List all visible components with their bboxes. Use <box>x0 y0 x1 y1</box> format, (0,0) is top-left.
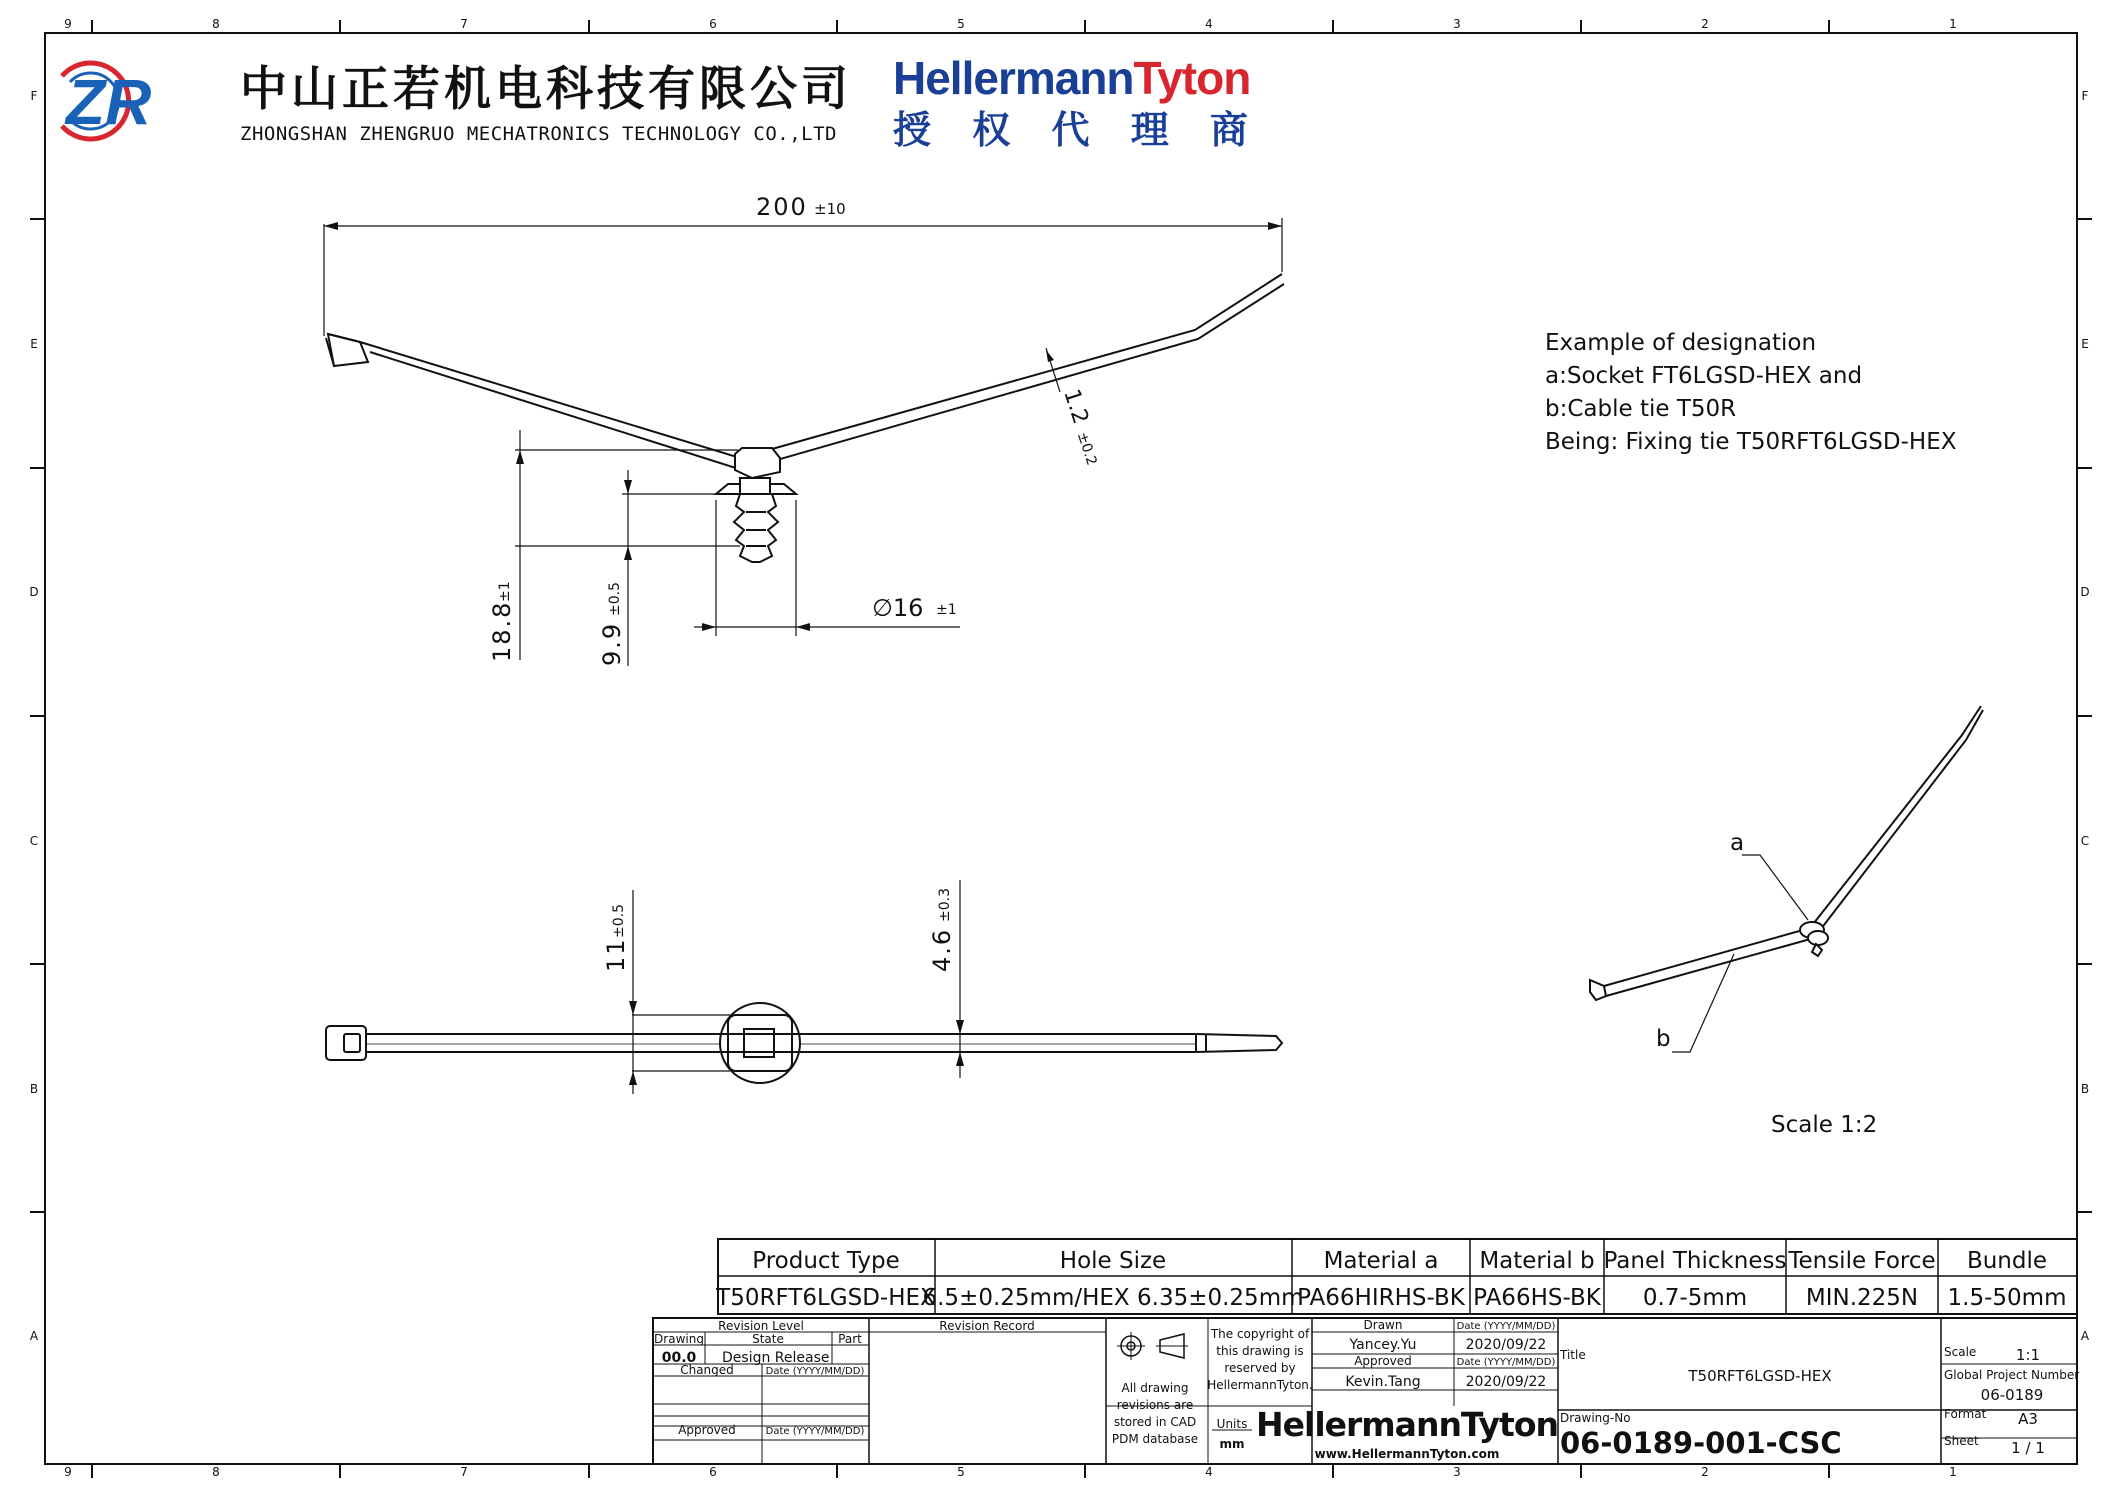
designation-line: Being: Fixing tie T50RFT6LGSD-HEX <box>1545 429 1957 455</box>
tb-website: www.HellermannTyton.com <box>1314 1447 1500 1461</box>
tb-sheet-value: 1 / 1 <box>2011 1439 2045 1457</box>
brand-logo <box>893 52 1250 104</box>
tb-copyright: HellermannTyton. <box>1207 1378 1313 1392</box>
col-label: 1 <box>1949 1465 1957 1479</box>
title-block <box>653 1318 2079 1464</box>
iso-leader-a <box>1730 830 1808 920</box>
tb-revision-record: Revision Record <box>939 1319 1035 1333</box>
col-label: 3 <box>1453 17 1461 31</box>
dimension-11 <box>602 890 730 1094</box>
dim-height-total-tol: ±1 <box>497 581 513 602</box>
designation-line: Example of designation <box>1545 330 1817 356</box>
iso-scale: Scale 1:2 <box>1771 1112 1878 1138</box>
tb-units-value: mm <box>1219 1437 1245 1451</box>
front-view <box>326 274 1284 562</box>
row-label: D <box>29 585 39 599</box>
tb-pdm: stored in CAD <box>1113 1415 1197 1429</box>
dim-height-stem-value: 9.9 <box>598 621 626 666</box>
tb-units-label: Units <box>1216 1417 1248 1431</box>
col-label: 5 <box>957 1465 965 1479</box>
col-label: 9 <box>64 1465 72 1479</box>
row-label: E <box>2081 337 2089 351</box>
row-label: B <box>29 1082 39 1096</box>
dim-width-head-tol: ±0.5 <box>611 904 627 938</box>
spec-value: T50RFT6LGSD-HEX <box>716 1285 936 1311</box>
tb-copyright: this drawing is <box>1216 1344 1304 1358</box>
spec-table <box>715 1239 2077 1314</box>
dim-thickness-tol: ±0.2 <box>1073 430 1100 468</box>
spec-header: Panel Thickness <box>1603 1248 1787 1274</box>
tb-drawn-label: Drawn <box>1363 1318 1403 1332</box>
dim-diameter-tol: ±1 <box>936 602 957 618</box>
tb-date-format: Date (YYYY/MM/DD) <box>1456 1357 1556 1368</box>
spec-header: Material a <box>1323 1248 1439 1274</box>
tb-pdm: revisions are <box>1116 1398 1194 1412</box>
tb-approved-label: Approved <box>678 1423 736 1437</box>
designation-note <box>1545 330 1957 455</box>
row-label: E <box>30 337 38 351</box>
dim-width-head-value: 11 <box>602 937 630 972</box>
spec-value: MIN.225N <box>1805 1285 1919 1311</box>
tb-pdm: PDM database <box>1111 1432 1199 1446</box>
tb-revision-level: Revision Level <box>718 1319 804 1333</box>
dim-length-value: 200 <box>756 193 808 221</box>
callout-b: b <box>1656 1026 1671 1052</box>
dim-diameter-value: ∅16 <box>872 594 924 622</box>
zr-logo-text: ZR <box>66 66 152 138</box>
row-label: F <box>30 89 38 103</box>
col-label: 2 <box>1701 17 1709 31</box>
tb-state-value: Design Release <box>722 1350 830 1366</box>
row-label: C <box>2080 834 2090 848</box>
dim-length-tol: ±10 <box>814 200 846 218</box>
tb-scale-value: 1:1 <box>2015 1346 2041 1364</box>
dimension-4-6 <box>928 880 964 1078</box>
dimension-200 <box>324 193 1282 336</box>
tb-brand-logo: HellermannTyton <box>1256 1405 1558 1444</box>
tb-state-label: State <box>752 1332 784 1346</box>
tb-date-format: Date (YYYY/MM/DD) <box>1456 1321 1556 1332</box>
col-label: 8 <box>212 17 220 31</box>
tb-approved-by: Kevin.Tang <box>1345 1374 1421 1390</box>
row-label: A <box>2080 1329 2090 1343</box>
row-label: D <box>2080 585 2090 599</box>
tb-changed-label: Changed <box>680 1363 734 1377</box>
spec-value: 1.5-50mm <box>1947 1285 2067 1311</box>
spec-header: Tensile Force <box>1788 1248 1936 1274</box>
tb-gpn-label: Global Project Number <box>1944 1368 2080 1382</box>
tb-title-value: T50RFT6LGSD-HEX <box>1688 1367 1832 1385</box>
tb-sheet-label: Sheet <box>1944 1434 1979 1448</box>
col-label: 4 <box>1205 17 1213 31</box>
tb-drawn-by: Yancey.Yu <box>1349 1337 1417 1353</box>
dimension-9-9 <box>598 470 738 666</box>
dim-thickness-value: 1.2 <box>1058 386 1093 428</box>
tb-approved-date: 2020/09/22 <box>1465 1374 1547 1390</box>
dimension-16 <box>694 500 960 636</box>
tb-drawing-label: Drawing <box>654 1332 704 1346</box>
spec-header: Material b <box>1479 1248 1595 1274</box>
col-label: 7 <box>460 17 468 31</box>
spec-value: PA66HS-BK <box>1473 1285 1601 1311</box>
col-label: 8 <box>212 1465 220 1479</box>
tb-format-label: Format <box>1944 1407 1987 1421</box>
spec-header: Bundle <box>1966 1248 2048 1274</box>
tb-scale-label: Scale <box>1944 1345 1977 1359</box>
designation-line: b:Cable tie T50R <box>1545 396 1737 422</box>
col-label: 5 <box>957 17 965 31</box>
dim-width-strap-value: 4.6 <box>928 927 956 972</box>
spec-header: Hole Size <box>1059 1248 1167 1274</box>
tb-drawn-date: 2020/09/22 <box>1465 1337 1547 1353</box>
tb-drawing-no-label: Drawing-No <box>1560 1411 1631 1425</box>
col-label: 6 <box>709 17 717 31</box>
row-label: F <box>2081 89 2089 103</box>
company-name-en: ZHONGSHAN ZHENGRUO MECHATRONICS TECHNOLOGY CO.,LTD <box>240 123 837 145</box>
dim-height-total-value: 18.8 <box>488 600 516 662</box>
projection-symbol <box>1117 1332 1188 1360</box>
tb-copyright: reserved by <box>1224 1361 1296 1375</box>
callout-a: a <box>1730 830 1745 856</box>
spec-value: 6.5±0.25mm/HEX 6.35±0.25mm <box>922 1285 1304 1311</box>
col-label: 4 <box>1205 1465 1213 1479</box>
tb-copyright: The copyright of <box>1210 1327 1310 1341</box>
tb-drawing-no: 06-0189-001-CSC <box>1560 1426 1842 1460</box>
col-label: 3 <box>1453 1465 1461 1479</box>
spec-header: Product Type <box>752 1248 900 1274</box>
col-label: 2 <box>1701 1465 1709 1479</box>
col-label: 7 <box>460 1465 468 1479</box>
top-view <box>326 1003 1282 1083</box>
row-label: C <box>29 834 39 848</box>
dim-height-stem-tol: ±0.5 <box>607 582 623 616</box>
col-label: 6 <box>709 1465 717 1479</box>
company-name-cn: 中山正若机电科技有限公司 <box>240 62 852 117</box>
tb-title-label: Title <box>1560 1348 1586 1362</box>
tb-part-label: Part <box>838 1332 862 1346</box>
tb-date-format: Date (YYYY/MM/DD) <box>765 1366 865 1377</box>
zr-logo <box>62 63 151 139</box>
tb-pdm: All drawing <box>1121 1381 1189 1395</box>
tb-drawing-value: 00.0 <box>661 1350 697 1366</box>
row-label: A <box>29 1329 39 1343</box>
authorized-agent-cn: 授 权 代 理 商 <box>893 108 1262 152</box>
designation-line: a:Socket FT6LGSD-HEX and <box>1545 363 1863 389</box>
row-label: B <box>2080 1082 2090 1096</box>
tb-date-format: Date (YYYY/MM/DD) <box>765 1426 865 1437</box>
isometric-view <box>1590 706 1983 1000</box>
dim-width-strap-tol: ±0.3 <box>937 888 953 922</box>
tb-gpn-value: 06-0189 <box>1980 1386 2044 1404</box>
tb-approved-label: Approved <box>1354 1354 1412 1368</box>
tb-format-value: A3 <box>2018 1410 2038 1428</box>
spec-value: PA66HIRHS-BK <box>1297 1285 1465 1311</box>
col-label: 1 <box>1949 17 1957 31</box>
col-label: 9 <box>64 17 72 31</box>
brand-part-a: Hellermann <box>893 52 1134 104</box>
brand-part-b: Tyton <box>1133 52 1251 104</box>
dimension-1-2 <box>1046 348 1106 468</box>
spec-value: 0.7-5mm <box>1642 1285 1748 1311</box>
